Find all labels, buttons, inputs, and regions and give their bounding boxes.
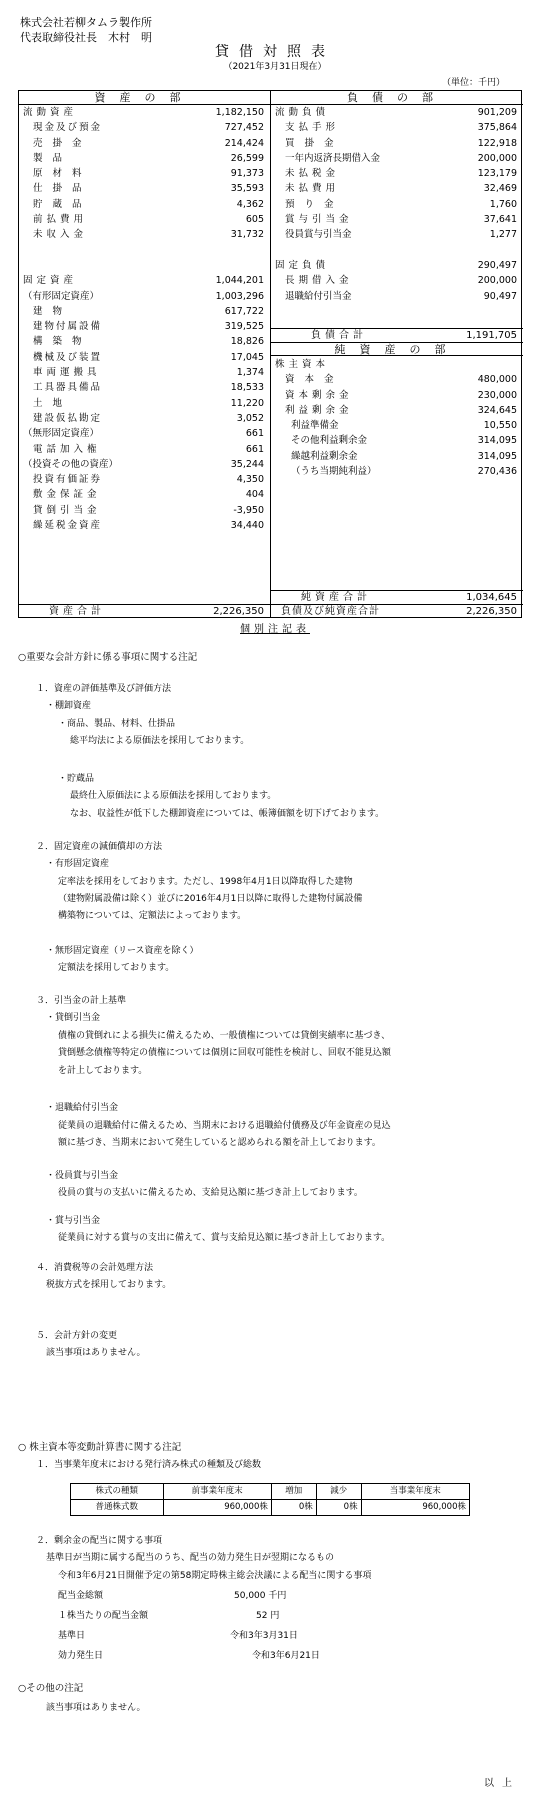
bs-row [19,227,270,242]
bs-row [19,411,270,426]
shares-column-header: 増加 [271,1484,316,1500]
policy-text: 役員の賞与の支払いに備えるため、支給見込額に基づき計上しております。 [58,1188,363,1198]
bs-row-label: 電話加入権 [33,443,101,455]
bs-row-value: 901,209 [477,107,517,118]
bs-row-label: 構築物 [33,336,92,348]
assets-column [19,91,271,617]
policy-subitem: ・有形固定資産 [46,859,110,869]
policy-subitem: ・役員賞与引当金 [46,1171,119,1181]
liabilities-total-row [271,328,523,342]
net-assets-total-value: 1,034,645 [466,592,517,603]
table-row [71,1500,470,1516]
policy-text: 構築物については、定額法によっております。 [58,911,247,921]
liabilities-header: 負債の部 [271,91,523,105]
liabilities-total-value: 1,191,705 [466,330,517,341]
bs-row-label: 未払税金 [285,168,340,180]
bs-row [19,487,270,502]
as-of-date: （2021年3月31日現在） [223,62,327,72]
bs-row-value: 18,826 [230,336,264,348]
bs-row-label: 一年内返済長期借入金 [285,152,381,164]
bs-row-value: 605 [245,214,264,226]
bs-row-label: （うち当期純利益） [291,466,377,478]
bs-row-label: 株主資本 [275,359,330,370]
bs-row-value: 214,424 [224,137,264,149]
bs-row [271,227,523,242]
bs-row [271,388,523,403]
bs-row-label: 製品 [33,152,73,164]
bs-row-label: 未収入金 [33,229,88,241]
bs-row [271,243,523,258]
grand-total-value: 2,226,350 [466,606,517,617]
net-assets-header: 純資産の部 [271,342,523,356]
bs-row [19,350,270,365]
policy-text: （建物附属設備は除く）並びに2016年4月1日以降に取得した建物付属設備 [58,894,363,904]
effective-date-value: 令和3年6月21日 [252,1651,320,1661]
assets-header: 資産の部 [19,91,270,105]
bs-row-value: 90,497 [483,290,517,302]
shares-table-body [71,1500,470,1516]
bs-row-label: 土地 [33,397,73,409]
policy-text: を計上しております。 [58,1066,148,1076]
bs-row [19,136,270,151]
bs-row [19,181,270,196]
bs-row-label: （投資その他の資産） [23,458,119,470]
bs-row-value: 122,918 [477,137,517,149]
bs-row-value: 35,593 [230,183,264,195]
bs-row-label: 繰越利益剰余金 [291,450,358,462]
bs-row-value: 4,350 [236,474,264,486]
net-assets-total-row [271,590,523,604]
bs-row-label: （有形固定資産） [23,290,100,302]
bs-row-label: 建物付属設備 [33,321,103,333]
bs-row-label: 利益剰余金 [285,404,353,416]
bs-row [19,151,270,166]
bs-row [271,197,523,212]
bs-row [19,319,270,334]
company-header [20,16,152,46]
policy-subitem: ・商品、製品、材料、仕掛品 [58,719,176,729]
bs-row-value: 1,277 [489,229,517,241]
assets-total-value: 2,226,350 [213,606,264,617]
policy-text: 最終仕入原価法による原価法を採用しております。 [70,791,277,801]
bs-row-label: 退職給付引当金 [285,290,352,302]
bs-row [19,273,270,288]
notes-title: 個別注記表 [240,624,310,635]
bs-row-value: 123,179 [477,168,517,180]
bs-row-label: 預り金 [285,198,344,210]
section-heading-equity-changes: ○ 株主資本等変動計算書に関する注記 [18,1442,182,1453]
policy-text: 総平均法による原価法を採用しております。 [70,736,250,746]
bs-row [19,258,270,273]
policy-subitem: ・賞与引当金 [46,1216,101,1226]
bs-row-value: 10,550 [483,420,517,432]
net-asset-rows [271,357,523,479]
bs-row [19,380,270,395]
bs-row-label: （無形固定資産） [23,428,100,440]
dividend-text: 基準日が当期に属する配当のうち、配当の効力発生日が翌期になるもの [46,1553,335,1563]
per-share-value: 52 円 [256,1611,280,1621]
bs-row [271,151,523,166]
liability-rows [271,105,523,304]
bs-row-value: 11,220 [230,397,264,409]
policy-text: 額に基づき、当期末において発生していると認められる額を計上しております。 [58,1138,381,1148]
bs-row-label: 流動負債 [275,107,330,118]
bs-row-label: 建設仮払勘定 [33,412,103,424]
policy-text: 定額法を採用しております。 [58,963,175,973]
other-text: 該当事項はありません。 [46,1703,146,1713]
bs-row [19,426,270,441]
bs-row [19,334,270,349]
policy-text: 該当事項はありません。 [46,1348,146,1358]
policy-item-title: ２．固定資産の減価償却の方法 [36,842,163,852]
effective-date-label: 効力発生日 [58,1651,104,1661]
bs-row [271,449,523,464]
dividend-text: 令和3年6月21日開催予定の第58期定時株主総会決議による配当に関する事項 [58,1571,372,1581]
bs-row-value: 26,599 [230,152,264,164]
bs-row [19,396,270,411]
bs-row-label: 売掛金 [33,137,92,149]
bs-row-value: 661 [245,443,264,455]
bs-row [19,457,270,472]
bs-row-label: 役員賞与引当金 [285,229,352,241]
record-date-value: 令和3年3月31日 [230,1631,298,1641]
bs-row-value: 18,533 [230,382,264,394]
representative-name: 代表取締役社長 木村 明 [20,30,152,44]
bs-row-value: 1,003,296 [215,290,264,302]
bs-row-label: 原材料 [33,168,92,180]
bs-row-label: 繰延税金資産 [33,520,103,532]
document-title: 貸借対照表 [215,44,335,60]
bs-row-value: 319,525 [224,321,264,333]
shares-cell: 960,000株 [163,1500,271,1516]
bs-row [19,105,270,120]
bs-row-label: 買掛金 [285,137,344,149]
shares-column-header: 減少 [316,1484,361,1500]
bs-row-label: 未払費用 [285,183,340,195]
bs-row-label: 機械及び装置 [33,351,103,363]
policy-subitem: ・退職給付引当金 [46,1103,119,1113]
bs-row [271,166,523,181]
policy-text: なお、収益性が低下した棚卸資産については、帳簿価額を切下げております。 [70,809,385,819]
unit-label: （単位：千円） [441,78,505,88]
bs-row-value: 35,244 [230,458,264,470]
bs-row [19,212,270,227]
bs-row [271,105,523,120]
policy-text: 貸倒懸念債権等特定の債権については個別に回収可能性を検討し、回収不能見込額 [58,1048,391,1058]
shares-cell: 普通株式数 [71,1500,164,1516]
bs-row [271,258,523,273]
balance-sheet [18,90,522,618]
bs-row-label: 支払手形 [285,122,340,134]
bs-row-label: 貯蔵品 [33,198,92,210]
bs-row-label: その他利益剰余金 [291,435,368,447]
equity-item-title: ２．剰余金の配当に関する事項 [36,1536,163,1546]
bs-row-value: 314,095 [477,450,517,462]
policy-text: 従業員に対する賞与の支出に備えて、賞与支給見込額に基づき計上しております。 [58,1233,391,1243]
policy-item-title: ５．会計方針の変更 [36,1331,118,1341]
bs-row-value: 480,000 [477,374,517,386]
shares-cell: 0株 [316,1500,361,1516]
policy-text: 従業員の退職給付に備えるため、当期末における退職給付債務及び年金資産の見込 [58,1121,391,1131]
bs-row-label: 投資有価証券 [33,474,103,486]
bs-row-label: 固定負債 [275,259,330,271]
bs-row-value: 727,452 [224,122,264,134]
bs-row-value: 34,440 [230,520,264,532]
bs-row-value: 32,469 [483,183,517,195]
bs-row-label: 建物 [33,305,73,317]
bs-row-value: 17,045 [230,351,264,363]
grand-total-row [271,604,523,618]
bs-row-value: 37,641 [483,214,517,226]
section-heading-accounting-policy: ○重要な会計方針に係る事項に関する注記 [18,652,198,663]
bs-row-label: 敷金保証金 [33,489,101,501]
bs-row-value: 200,000 [477,152,517,164]
bs-row-value: -3,950 [233,504,264,516]
policy-text: 債権の貸倒れによる損失に備えるため、一般債権については貸倒実績率に基づき、 [58,1031,391,1041]
shares-table-header [71,1484,470,1500]
bs-row-value: 3,052 [236,412,264,424]
bs-row [19,503,270,518]
bs-row [19,197,270,212]
bs-row-value: 91,373 [230,168,264,180]
policy-item-title: ３．引当金の計上基準 [36,996,127,1006]
policy-item-title: ４．消費税等の会計処理方法 [36,1263,154,1273]
per-share-label: １株当たりの配当金額 [58,1611,149,1621]
dividend-total-label: 配当金総額 [58,1591,104,1601]
bs-row [19,442,270,457]
section-heading-other: ○その他の注記 [18,1683,84,1694]
bs-row [271,273,523,288]
policy-text: 定率法を採用をしております。ただし、1998年4月1日以降取得した建物 [58,877,353,887]
bs-row-value: 404 [245,489,264,501]
bs-row [271,464,523,479]
bs-row-value: 1,374 [236,367,264,379]
policy-subitem: ・貸倒引当金 [46,1013,101,1023]
bs-row-value: 31,732 [230,229,264,241]
shares-cell: 0株 [271,1500,316,1516]
bs-row [271,120,523,135]
shares-table [70,1483,470,1516]
bs-row-label: 資本金 [285,374,344,386]
shares-column-header: 前事業年度末 [163,1484,271,1500]
bs-row [19,289,270,304]
bs-row [19,365,270,380]
policy-subitem: ・貯蔵品 [58,774,95,784]
shares-column-header: 当事業年度末 [361,1484,469,1500]
liabilities-total-label: 負債合計 [311,330,367,341]
policy-subitem: ・無形固定資産（リース資産を除く） [46,946,199,956]
shares-column-header: 株式の種類 [71,1484,164,1500]
bs-row-label: 資本剰余金 [285,389,353,401]
bs-row-value: 661 [245,428,264,440]
bs-row-value: 617,722 [224,305,264,317]
dividend-total-value: 50,000 千円 [234,1591,287,1601]
bs-row [19,472,270,487]
bs-row-value: 270,436 [477,466,517,478]
bs-row-label: 固定資産 [23,275,78,287]
bs-row-value: 314,095 [477,435,517,447]
bs-row [271,403,523,418]
asset-rows [19,105,270,533]
bs-row-label: 貸倒引当金 [33,504,101,516]
bs-row-label: 利益準備金 [291,420,339,432]
bs-row [19,120,270,135]
bs-row [271,418,523,433]
bs-row-label: 流動資産 [23,107,78,118]
bs-row-label: 前払費用 [33,214,88,226]
bs-row [271,136,523,151]
grand-total-label: 負債及び純資産合計 [281,606,380,617]
bs-row-value: 1,044,201 [215,275,264,287]
assets-total-row [19,604,270,618]
bs-row [271,357,523,372]
policy-subitem: ・棚卸資産 [46,701,92,711]
bs-row-label: 工具器具備品 [33,382,103,394]
bs-row-value: 230,000 [477,389,517,401]
bs-row [19,243,270,258]
bs-row [271,212,523,227]
bs-row-label: 長期借入金 [285,275,353,287]
bs-row-value: 1,182,150 [215,107,264,118]
liabilities-column [271,91,523,617]
bs-row [19,166,270,181]
record-date-label: 基準日 [58,1631,86,1641]
bs-row-label: 賞与引当金 [285,214,353,226]
bs-row [19,304,270,319]
bs-row [271,181,523,196]
company-name: 株式会社若柳タムラ製作所 [20,16,152,29]
bs-row-value: 324,645 [477,404,517,416]
bs-row [271,372,523,387]
bs-row [271,289,523,304]
bs-row-value: 375,864 [477,122,517,134]
bs-row-value: 200,000 [477,275,517,287]
bs-row-label: 現金及び預金 [33,122,103,134]
equity-item-title: １．当事業年度末における発行済み株式の種類及び総数 [36,1460,262,1470]
bs-row [271,433,523,448]
policy-text: 税抜方式を採用しております。 [46,1280,172,1290]
shares-cell: 960,000株 [361,1500,469,1516]
bs-row-value: 1,760 [489,198,517,210]
bs-row-label: 仕掛品 [33,183,92,195]
net-assets-total-label: 純資産合計 [301,592,371,603]
end-mark: 以上 [484,1778,520,1789]
bs-row-value: 290,497 [477,259,517,271]
policy-item-title: １．資産の評価基準及び評価方法 [36,684,172,694]
bs-row-label: 車両運搬具 [33,367,101,379]
bs-row [19,518,270,533]
assets-total-label: 資産合計 [49,606,105,617]
bs-row-value: 4,362 [236,198,264,210]
